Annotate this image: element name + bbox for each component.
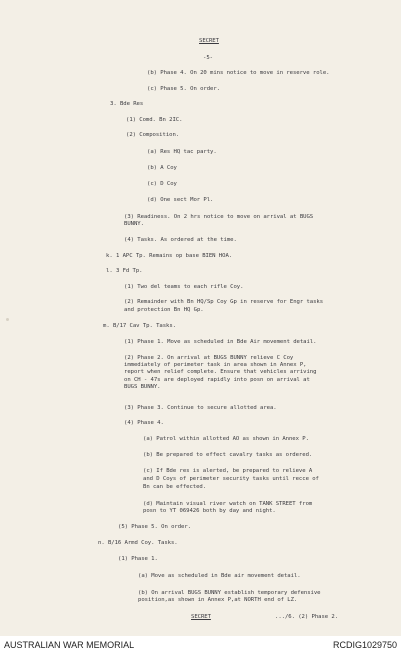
text-line: (c) D Coy bbox=[147, 181, 177, 187]
text-line: report when relief complete. Ensure that vehicles arriving bbox=[124, 369, 317, 375]
text-line: (b) Be prepared to effect cavalry tasks as ordered. bbox=[143, 452, 313, 458]
punch-hole-mark bbox=[6, 318, 9, 321]
text-line: and D Coys of perimeter security tasks until recce of bbox=[143, 476, 319, 482]
section-heading: m. B/17 Cav Tp. Tasks. bbox=[103, 323, 176, 329]
text-line: (d) One sect Mor Pl. bbox=[147, 197, 214, 203]
text-line: (4) Tasks. As ordered at the time. bbox=[124, 237, 237, 243]
text-line: BUNNY. bbox=[124, 221, 144, 227]
text-line: and protection Bn HQ Gp. bbox=[124, 307, 204, 313]
text-line: (c) If Bde res is alerted, be prepared to relieve A bbox=[143, 468, 313, 474]
text-line: (2) Composition. bbox=[126, 132, 180, 138]
text-line: (1) Phase 1. bbox=[118, 556, 158, 562]
text-line: (1) Phase 1. Move as scheduled in Bde Air movement detail. bbox=[124, 339, 317, 345]
archive-reference: RCDIG1029750 bbox=[332, 640, 397, 650]
archive-footer bbox=[0, 636, 401, 654]
text-line: (1) Comd. Bn 2IC. bbox=[126, 117, 183, 123]
text-line: (a) Patrol within allotted AO as shown in Annex P. bbox=[143, 436, 309, 442]
text-line: immediately of perimeter task in area shown in Annex P, bbox=[124, 362, 307, 368]
continuation-note: .../6. (2) Phase 2. bbox=[275, 614, 339, 620]
page-number: -5- bbox=[203, 55, 213, 61]
text-line: (2) Phase 2. On arrival at BUGS BUNNY relieve C Coy bbox=[124, 355, 294, 361]
section-heading: 3. Bde Res bbox=[110, 101, 144, 107]
text-line: (a) Res HQ tac party. bbox=[147, 149, 217, 155]
classification-footer: SECRET bbox=[191, 614, 211, 620]
text-line: (4) Phase 4. bbox=[124, 420, 164, 426]
text-line: posn to YT 069426 both by day and night. bbox=[143, 508, 276, 514]
text-line: Bn can be effected. bbox=[143, 484, 207, 490]
text-line: (b) On arrival BUGS BUNNY establish temporary defensive bbox=[138, 590, 321, 596]
section-heading: n. B/16 Armd Coy. Tasks. bbox=[98, 540, 178, 546]
text-line: (1) Two del teams to each rifle Coy. bbox=[124, 284, 244, 290]
text-line: (c) Phase 5. On order. bbox=[147, 86, 220, 92]
text-line: (b) Phase 4. On 20 mins notice to move in reserve role. bbox=[147, 70, 330, 76]
section-heading: k. 1 APC Tp. Remains op base BIEN HOA. bbox=[106, 253, 233, 259]
text-line: (3) Phase 3. Continue to secure allotted area. bbox=[124, 405, 277, 411]
text-line: (2) Remainder with Bn HQ/Sp Coy Gp in reserve for Engr tasks bbox=[124, 299, 324, 305]
text-line: (3) Readiness. On 2 hrs notice to move on arrival at BUGS bbox=[124, 214, 314, 220]
archive-name: AUSTRALIAN WAR MEMORIAL bbox=[4, 640, 135, 650]
text-line: position,as shown in Annex P,at NORTH end of LZ. bbox=[138, 597, 298, 603]
section-heading: l. 3 Fd Tp. bbox=[106, 268, 143, 274]
text-line: (d) Maintain visual river watch on TANK STREET from bbox=[143, 501, 313, 507]
text-line: (5) Phase 5. On order. bbox=[118, 524, 191, 530]
text-line: on CH - 47s are deployed rapidly into posn on arrival at bbox=[124, 377, 310, 383]
text-line: BUGS BUNNY. bbox=[124, 384, 161, 390]
classification-header: SECRET bbox=[199, 38, 219, 44]
text-line: (a) Move as scheduled in Bde air movement detail. bbox=[138, 573, 301, 579]
text-line: (b) A Coy bbox=[147, 165, 177, 171]
